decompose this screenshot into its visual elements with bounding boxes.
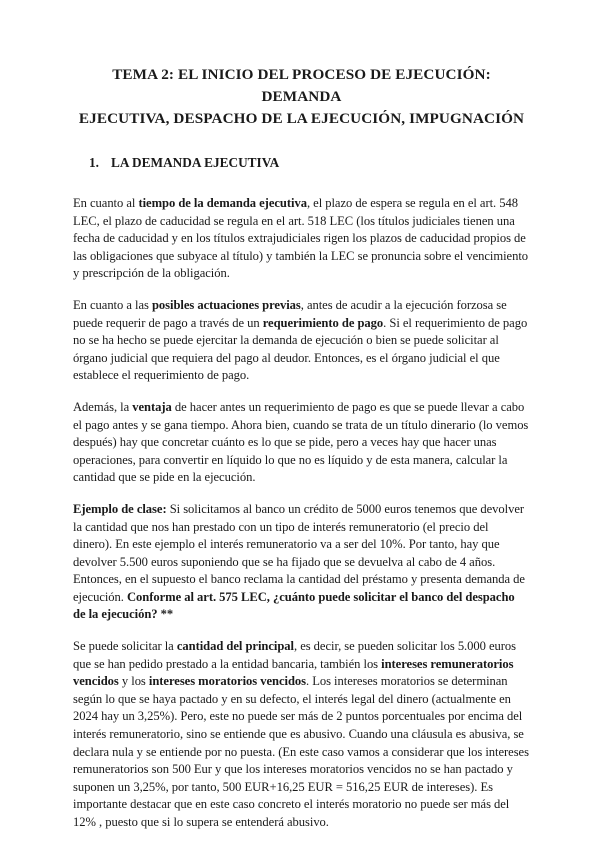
paragraph-1	[73, 195, 530, 283]
title-line-1: TEMA 2: EL INICIO DEL PROCESO DE EJECUCIÓN: DEMANDA	[112, 66, 491, 105]
example-label: Ejemplo de clase:	[73, 501, 167, 516]
bold-term: intereses remuneratorios vencidos	[73, 656, 514, 689]
paragraph-text: En cuanto a las	[73, 297, 152, 312]
paragraph-2	[73, 297, 530, 385]
bold-term: intereses moratorios vencidos	[148, 674, 307, 689]
section-number: 1.	[89, 155, 99, 170]
bold-term: ventaja	[132, 399, 172, 414]
paragraph-3	[73, 399, 530, 487]
bold-term: requerimiento de pago	[262, 315, 384, 330]
paragraph-text: Se puede solicitar la	[73, 639, 177, 654]
paragraph-text: Si solicitamos al banco un crédito de 5000 euros tenemos que devolver la cantidad que nos han prestado con un tipo de interés remuneratorio (el precio del dinero). En este ejemplo el interés remuneratorio va a ser del 10%. Por tanto, hay que devolver 5.500 euros suponiendo que se ha fijado que se devuelva al cabo de 4 años. Entonces, en el supuesto el banco reclama la cantidad del préstamo y presenta demanda de ejecución.	[73, 501, 525, 604]
paragraph-text: , es decir, se pueden solicitar los 5.000 euros que se han pedido prestado a la entidad bancaria, también los	[73, 639, 517, 671]
title-line-2: EJECUTIVA, DESPACHO DE LA EJECUCIÓN, IMPUGNACIÓN	[78, 110, 525, 127]
bold-term: tiempo de la demanda ejecutiva	[138, 196, 307, 210]
bold-term: posibles actuaciones previas	[151, 297, 301, 312]
paragraph-text: . Si el requerimiento de pago no se ha hecho se puede ejercitar la demanda de ejecución o bien se puede solicitar al órgano judicial que requiera del pago al deudor. Entonces, es el órgano judicial el que establece el requerimiento de pago.	[73, 315, 528, 383]
paragraph-text: y los	[118, 674, 149, 689]
paragraph-text: En cuanto al	[73, 196, 139, 210]
document-title	[73, 64, 530, 130]
paragraph-4	[73, 501, 530, 624]
paragraph-text: Además, la	[73, 399, 133, 414]
example-question: Conforme al art. 575 LEC, ¿cuánto puede solicitar el banco del despacho de la ejecución? **	[73, 589, 515, 622]
paragraph-text: , el plazo de espera se regula en el art. 548 LEC, el plazo de caducidad se regula en el art. 518 LEC (los títulos judiciales tienen una fecha de caducidad y en los títulos extrajudiciales rigen los plazos de caducidad propios de las obligaciones que subyace al título) y también la LEC se pronuncia sobre el vencimiento y prescripción de la obligación.	[73, 196, 529, 281]
bold-term: cantidad del principal	[176, 639, 294, 654]
paragraph-text: . Los intereses moratorios se determinan según lo que se haya pactado y en su defecto, el interés legal del dinero (actualmente en 2024 hay un 3,25%). Pero, este no puede ser más de 2 puntos porcentuales por encima del interés remuneratorio, sino se entiende que es abusivo. Cuando una cláusula es abusiva, se declara nula y se entiende por no puesta. (En este caso vamos a considerar que los intereses remuneratorios son 500 Eur y que los intereses moratorios vencidos no se han pactado y suponen un 3,25%, por tanto, 500 EUR+16,25 EUR = 516,25 EUR de intereses). Es importante destacar que en este caso concreto el interés moratorio no puede ser más del 12% , puesto que si lo supera se entenderá abusivo.	[73, 674, 529, 829]
paragraph-text: , antes de acudir a la ejecución forzosa se puede requerir de pago a través de un	[73, 297, 507, 330]
paragraph-text: de hacer antes un requerimiento de pago es que se puede llevar a cabo el pago antes y se gana tiempo. Ahora bien, cuando se trata de un título dinerario (lo vemos después) hay que concretar cuánto es lo que se pide, pero a veces hay que hacer unas operaciones, para convertir en líquido lo que no es líquido y de esta manera, calcular la cantidad que se pide en la ejecución.	[73, 399, 529, 485]
paragraph-5	[73, 638, 530, 832]
section-heading	[89, 154, 530, 172]
section-title: LA DEMANDA EJECUTIVA	[111, 155, 280, 170]
